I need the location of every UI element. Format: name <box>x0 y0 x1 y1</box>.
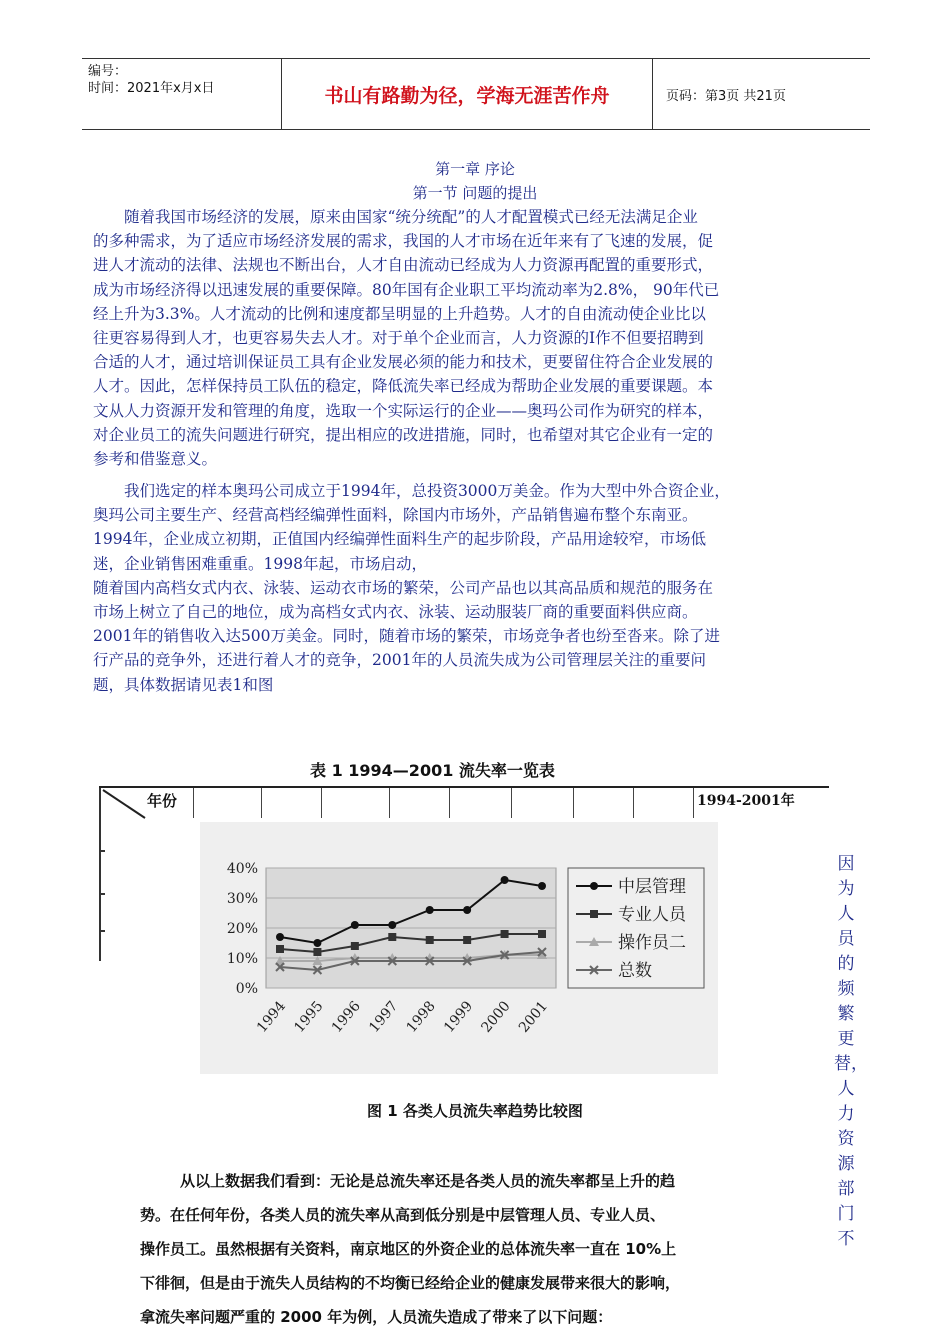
vertical-char: 人 <box>837 904 855 924</box>
paragraph-line: 我们选定的样本奥玛公司成立于1994年，总投资3000万美金。作为大型中外合资企业， <box>124 482 730 500</box>
table-header-year: 年份 <box>147 792 178 810</box>
loss-rate-chart <box>200 822 718 1074</box>
legend-label: 专业人员 <box>618 905 686 925</box>
chart-svg <box>200 822 718 1074</box>
y-tick-label: 40% <box>226 861 258 877</box>
section-title: 第一节 问题的提出 <box>412 184 538 202</box>
legend-label: 操作员二 <box>618 933 686 953</box>
paragraph-line: 2001年的销售收入达500万美金。同时，随着市场的繁荣，市场竞争者也纷至沓来。除了进 <box>93 627 721 646</box>
paragraph-line: 的多种需求，为了适应市场经济发展的需求，我国的人才市场在近年来有了飞速的发展，促 <box>93 232 714 251</box>
table-cell <box>511 788 512 818</box>
analysis-paragraph <box>140 1164 812 1334</box>
data-point <box>351 942 359 950</box>
vertical-char: 人 <box>837 1079 855 1099</box>
header-meta <box>88 63 283 97</box>
vertical-char: 员 <box>837 929 855 949</box>
paragraph-line: 往更容易得到人才，也更容易失去人才。对于单个企业而言，人力资源的I作不但要招聘到 <box>93 329 704 348</box>
paragraph-line: 合适的人才，通过培训保证员工具有企业发展必须的能力和技术，更要留住符合企业发展的 <box>93 353 714 372</box>
vertical-char: 因 <box>837 854 855 874</box>
table-cell <box>449 788 450 818</box>
table-header-range: 1994-2001年 <box>697 793 795 809</box>
legend-label: 总数 <box>618 961 652 981</box>
paragraph-2 <box>93 479 863 697</box>
y-tick-label: 0% <box>235 981 258 997</box>
paragraph-line: 下徘徊，但是由于流失人员结构的不均衡已经给企业的健康发展带来很大的影响， <box>140 1274 681 1292</box>
paragraph-line: 进人才流动的法律、法规也不断出台，人才自由流动已经成为人力资源再配置的重要形式， <box>93 256 714 275</box>
paragraph-1 <box>93 205 863 471</box>
paragraph-line: 经上升为3.3%。人才流动的比例和速度都呈明显的上升趋势。人才的自由流动使企业比以 <box>93 304 706 323</box>
table-tick <box>99 850 105 852</box>
table-cell <box>693 788 694 818</box>
paragraph-line: 奥玛公司主要生产、经营高档经编弹性面料，除国内市场外，产品销售遍布整个东南亚。 <box>93 506 698 525</box>
data-point <box>313 948 321 956</box>
vertical-char: 部 <box>837 1179 855 1199</box>
paragraph-line: 文从人力资源开发和管理的角度，选取一个实际运行的企业——奥玛公司作为研究的样本， <box>93 401 714 420</box>
paragraph-line: 题，具体数据请见表1和图 <box>93 675 274 694</box>
legend-marker <box>590 882 598 890</box>
x-tick-label: 1995 <box>291 998 327 1036</box>
data-point <box>463 906 471 914</box>
table-tick <box>99 893 105 895</box>
time-label: 时间：2021年x月x日 <box>88 81 215 96</box>
data-point <box>426 936 434 944</box>
table-cell <box>573 788 574 818</box>
paragraph-line: 1994年，企业成立初期，正值国内经编弹性面料生产的起步阶段，产品用途较窄，市场低 <box>93 530 706 549</box>
paragraph-line: 势。在任何年份，各类人员的流失率从高到低分别是中层管理人员、专业人员、 <box>140 1206 666 1224</box>
data-point <box>388 921 396 929</box>
data-point <box>501 930 509 938</box>
paragraph-line: 行产品的竞争外，还进行着人才的竞争，2001年的人员流失成为公司管理层关注的重要问 <box>93 651 706 670</box>
vertical-char: 源 <box>837 1154 855 1174</box>
vertical-char: 不 <box>837 1229 855 1249</box>
paragraph-line: 迷，企业销售困难重重。1998年起，市场启动， <box>93 554 427 573</box>
x-tick-label: 2000 <box>478 998 514 1036</box>
table-cell <box>193 788 194 818</box>
data-point <box>388 933 396 941</box>
paragraph-line: 从以上数据我们看到：无论是总流失率还是各类人员的流失率都呈上升的趋 <box>180 1172 676 1190</box>
table-tick <box>99 930 105 932</box>
vertical-char: 力 <box>837 1104 855 1124</box>
paragraph-line: 参考和借鉴意义。 <box>93 450 218 469</box>
paragraph-line: 拿流失率问题严重的 2000 年为例，人员流失造成了带来了以下问题： <box>140 1308 613 1326</box>
x-tick-label: 1999 <box>441 998 477 1036</box>
vertical-char: 为 <box>837 879 855 899</box>
y-tick-label: 30% <box>226 891 258 907</box>
x-tick-label: 2001 <box>515 998 552 1036</box>
data-point <box>501 876 509 884</box>
table-cell <box>261 788 262 818</box>
y-tick-label: 10% <box>226 951 258 967</box>
vertical-char: 更 <box>837 1029 855 1049</box>
data-point <box>276 945 284 953</box>
paragraph-line: 人才。因此，怎样保持员工队伍的稳定，降低流失率已经成为帮助企业发展的重要课题。本 <box>93 377 714 396</box>
vertical-char: 的 <box>837 954 855 974</box>
data-point <box>538 882 546 890</box>
paragraph-line: 随着我国市场经济的发展，原来由国家“统分统配”的人才配置模式已经无法满足企业 <box>124 208 698 226</box>
paragraph-line: 成为市场经济得以迅速发展的重要保障。80年国有企业职工平均流动率为2.8%， 90年代已 <box>93 280 720 299</box>
legend-label: 中层管理 <box>618 877 686 897</box>
paragraph-line: 随着国内高档女式内衣、泳装、运动衣市场的繁荣，公司产品也以其高品质和规范的服务在 <box>93 578 714 597</box>
data-point <box>276 933 284 941</box>
vertical-text <box>834 852 868 1252</box>
data-point <box>463 936 471 944</box>
data-point <box>538 930 546 938</box>
table-cell <box>633 788 634 818</box>
paragraph-line: 市场上树立了自己的地位，成为高档女式内衣、泳装、运动服装厂商的重要面料供应商。 <box>93 603 698 622</box>
page-info: 页码：第3页 共21页 <box>666 89 786 104</box>
page-header <box>82 58 870 130</box>
data-point <box>426 906 434 914</box>
data-point <box>313 939 321 947</box>
vertical-char: 繁 <box>837 1004 855 1024</box>
data-point <box>351 921 359 929</box>
header-divider <box>652 59 653 129</box>
figure-caption: 图 1 各类人员流失率趋势比较图 <box>367 1102 583 1120</box>
table-title: 表 1 1994—2001 流失率一览表 <box>310 761 555 780</box>
paragraph-line: 对企业员工的流失问题进行研究，提出相应的改进措施，同时，也希望对其它企业有一定的 <box>93 425 714 444</box>
vertical-char: 门 <box>837 1204 855 1224</box>
paragraph-line: 操作员工。虽然根据有关资料，南京地区的外资企业的总体流失率一直在 10%上 <box>140 1240 677 1258</box>
y-tick-label: 20% <box>226 921 258 937</box>
x-tick-label: 1997 <box>366 998 402 1036</box>
x-tick-label: 1994 <box>253 998 290 1036</box>
vertical-char: 资 <box>837 1129 855 1149</box>
vertical-char: 频 <box>837 979 855 999</box>
legend-marker <box>590 910 598 918</box>
table-cell <box>321 788 322 818</box>
chapter-title: 第一章 序论 <box>435 160 515 178</box>
x-tick-label: 1996 <box>328 998 364 1036</box>
loss-rate-table <box>99 786 829 822</box>
table-cell <box>389 788 390 818</box>
vertical-char: 替， <box>834 1054 868 1074</box>
header-motto: 书山有路勤为径，学海无涯苦作舟 <box>324 85 610 107</box>
number-label: 编号： <box>88 64 128 79</box>
x-tick-label: 1998 <box>403 998 439 1036</box>
